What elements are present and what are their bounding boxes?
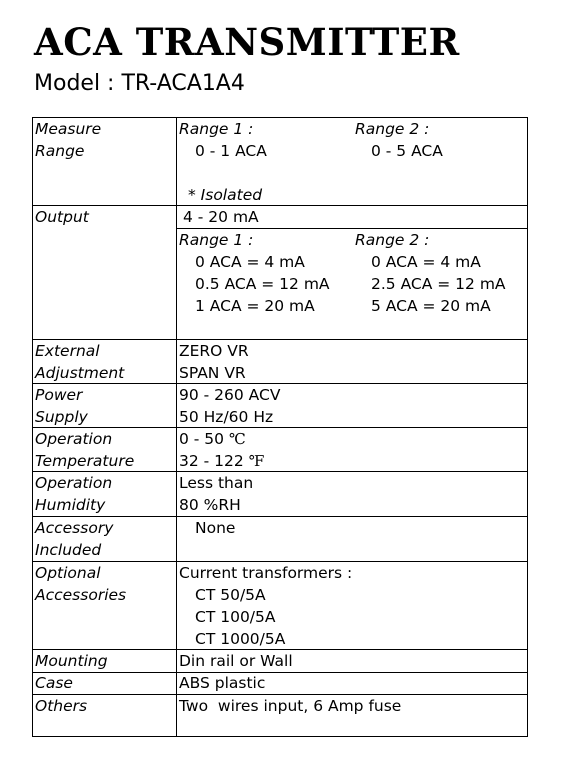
row-label: Accessory — [35, 519, 114, 537]
row-value: Din rail or Wall — [179, 652, 293, 670]
model-number: Model : TR-ACA1A4 — [34, 71, 245, 96]
range1-line: 0 ACA = 4 mA — [195, 253, 305, 271]
range2-line: 0 ACA = 4 mA — [371, 253, 481, 271]
range2-line: 5 ACA = 20 mA — [371, 297, 491, 315]
isolated-note: * Isolated — [188, 186, 263, 204]
row-value: 90 - 260 ACV — [179, 386, 281, 404]
range1-title: Range 1 : — [179, 120, 254, 138]
row-label: Operation — [35, 430, 113, 448]
range2-title: Range 2 : — [355, 120, 430, 138]
row-value: ABS plastic — [179, 674, 266, 692]
accessory-item: CT 1000/5A — [195, 630, 286, 648]
range1-line: 1 ACA = 20 mA — [195, 297, 315, 315]
celsius-range: 0 - 50 — [179, 430, 225, 448]
row-value: Less than — [179, 474, 254, 492]
row-label: Range — [35, 142, 85, 160]
document-title: ACA TRANSMITTER — [34, 20, 460, 64]
temperature-fahrenheit — [179, 450, 264, 472]
row-value: 50 Hz/60 Hz — [179, 408, 274, 426]
row-label: Others — [35, 697, 88, 715]
row-label: Accessories — [35, 586, 127, 604]
row-value: Two wires input, 6 Amp fuse — [179, 697, 402, 715]
range2-value: 0 - 5 ACA — [371, 142, 443, 160]
fahrenheit-range: 32 - 122 — [179, 452, 244, 470]
accessory-item: CT 50/5A — [195, 586, 266, 604]
row-label: Output — [35, 208, 89, 226]
row-label: Case — [35, 674, 73, 692]
accessories-title: Current transformers : — [179, 564, 353, 582]
temperature-celsius — [179, 428, 246, 450]
row-label: Operation — [35, 474, 113, 492]
row-label: Humidity — [35, 496, 106, 514]
row-label: Power — [35, 386, 83, 404]
row-label: Adjustment — [35, 364, 125, 382]
range1-value: 0 - 1 ACA — [195, 142, 267, 160]
spec-table — [32, 117, 528, 737]
row-value: None — [195, 519, 236, 537]
row-label: Temperature — [35, 452, 135, 470]
row-label: Optional — [35, 564, 101, 582]
accessory-item: CT 100/5A — [195, 608, 276, 626]
row-label: Mounting — [35, 652, 108, 670]
row-divider — [33, 672, 527, 673]
range2-line: 2.5 ACA = 12 mA — [371, 275, 506, 293]
fahrenheit-unit: ℉ — [248, 452, 265, 470]
celsius-unit: ℃ — [228, 430, 246, 448]
row-value: SPAN VR — [179, 364, 246, 382]
output-signal: 4 - 20 mA — [183, 208, 259, 226]
row-label: Included — [35, 541, 102, 559]
row-divider — [33, 339, 527, 340]
row-divider — [33, 205, 527, 206]
row-label: Supply — [35, 408, 88, 426]
row-value: 80 %RH — [179, 496, 241, 514]
range1-line: 0.5 ACA = 12 mA — [195, 275, 330, 293]
row-label: Measure — [35, 120, 102, 138]
range2-title: Range 2 : — [355, 231, 430, 249]
row-label: External — [35, 342, 100, 360]
range1-title: Range 1 : — [179, 231, 254, 249]
row-value: ZERO VR — [179, 342, 249, 360]
